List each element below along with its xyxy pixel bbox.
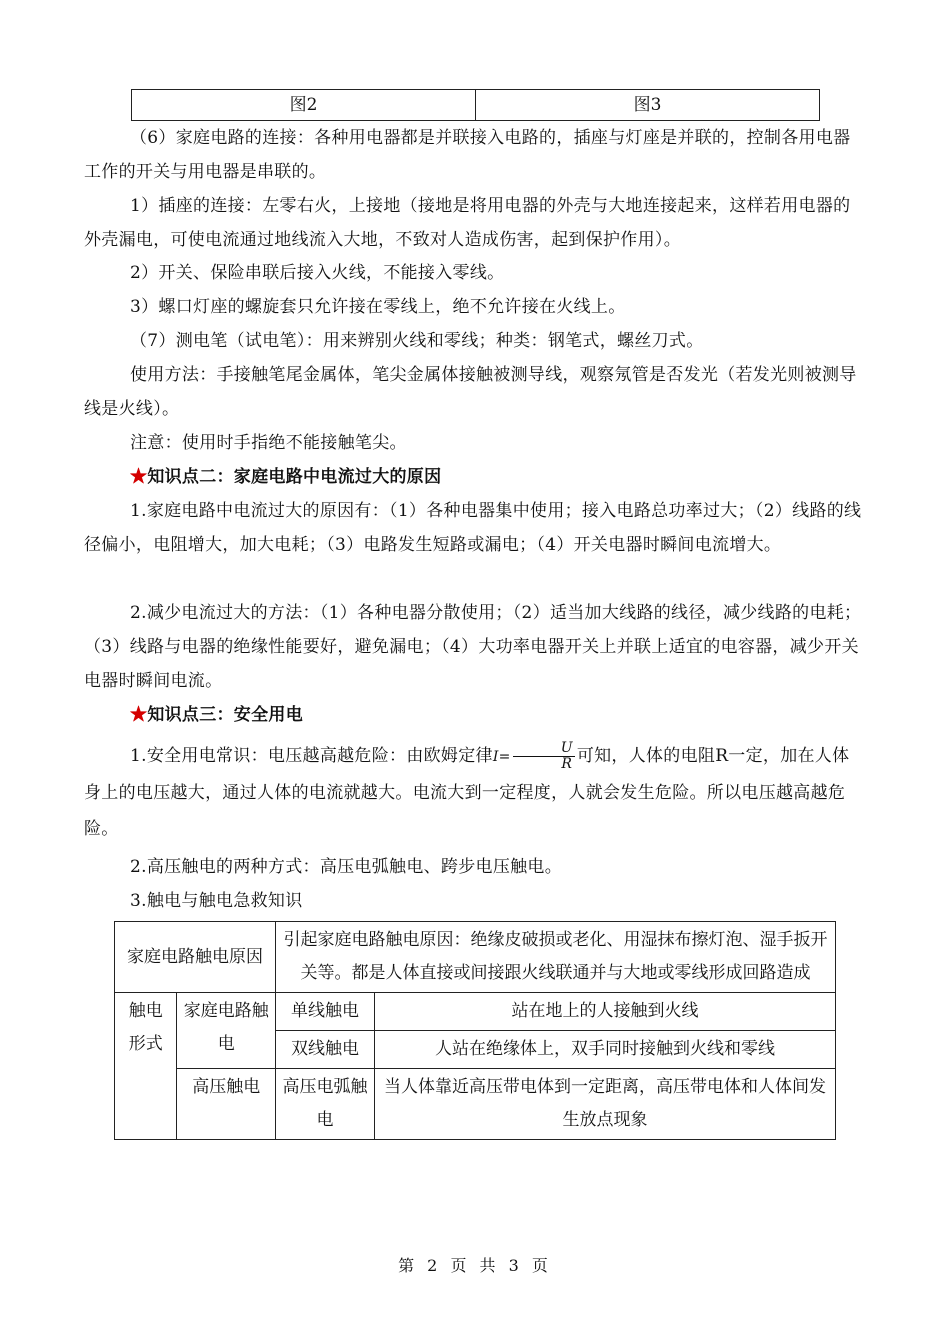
paragraph-test-pen: （7）测电笔（试电笔）：用来辨别火线和零线；种类：钢笔式，螺丝刀式。 (130, 331, 704, 351)
single-wire-label: 单线触电 (276, 993, 375, 1031)
section-3-item-1 (84, 738, 864, 847)
double-wire-label: 双线触电 (276, 1031, 375, 1069)
cause-label-cell: 家庭电路触电原因 (115, 922, 276, 993)
section-3-heading (84, 698, 864, 732)
section-3-item-3: 3.触电与触电急救知识 (130, 891, 303, 911)
section-2-title: 知识点二：家庭电路中电流过大的原因 (147, 467, 442, 487)
item-1-lead-text: 1.安全用电常识：电压越高越危险：由欧姆定律 (130, 746, 493, 766)
single-wire-text: 站在地上的人接触到火线 (375, 993, 836, 1031)
star-icon: ★ (130, 705, 148, 725)
paragraph-usage: 使用方法：手接触笔尾金属体，笔尖金属体接触被测导线，观察氖管是否发光（若发光则被测导线是火线）。 (84, 365, 857, 419)
section-2-item-1: 1.家庭电路中电流过大的原因有：（1）各种电器集中使用；接入电路总功率过大；（2）线路的线径偏小，电阻增大，加大电耗；（3）电路发生短路或漏电；（4）开关电器时瞬间电流增大。 (84, 501, 862, 555)
section-3-title: 知识点三：安全用电 (147, 705, 304, 725)
paragraph-socket-wiring: 1）插座的连接：左零右火，上接地（接地是将用电器的外壳与大地连接起来，这样若用电器的外壳漏电，可使电流通过地线流入大地，不致对人造成伤害，起到保护作用）。 (84, 196, 851, 250)
formula-lhs: I (492, 749, 499, 765)
item-1-rest-text: 可知，人体的电阻R一定，加在人体身上的电压越大，通过人体的电流就越大。电流大到一定程度，人就会发生危险。所以电压越高越危险。 (84, 746, 850, 839)
shock-table (114, 921, 836, 1140)
fraction-numerator: U (513, 741, 575, 757)
double-wire-text: 人站在绝缘体上，双手同时接触到火线和零线 (375, 1031, 836, 1069)
figure-label-table (131, 89, 820, 121)
cause-text-cell: 引起家庭电路触电原因：绝缘皮破损或老化、用湿抹布擦灯泡、湿手扳开关等。都是人体直接或间接跟火线联通并与大地或零线形成回路造成 (276, 922, 836, 993)
paragraph-household-wiring: （6）家庭电路的连接：各种用电器都是并联接入电路的，插座与灯座是并联的，控制各用电器工作的开关与用电器是串联的。 (84, 128, 851, 182)
forms-label-cell: 触电形式 (115, 993, 177, 1140)
paragraph-lamp-socket: 3）螺口灯座的螺旋套只允许接在零线上，绝不允许接在火线上。 (130, 297, 626, 317)
household-shock-cell: 家庭电路触电 (177, 993, 276, 1069)
high-voltage-shock-cell: 高压触电 (177, 1069, 276, 1140)
fraction-denominator: R (561, 756, 573, 772)
arc-shock-label: 高压电弧触电 (276, 1069, 375, 1140)
figure-3-label: 图3 (476, 90, 820, 121)
page-footer: 第 2 页 共 3 页 (398, 1256, 552, 1275)
section-3-item-2: 2.高压触电的两种方式：高压电弧触电、跨步电压触电。 (130, 857, 563, 877)
arc-shock-text: 当人体靠近高压带电体到一定距离，高压带电体和人体间发生放点现象 (375, 1069, 836, 1140)
star-icon: ★ (130, 467, 148, 487)
paragraph-switch-fuse: 2）开关、保险串联后接入火线，不能接入零线。 (130, 263, 505, 283)
figure-2-label: 图2 (132, 90, 476, 121)
section-2-item-2: 2.减少电流过大的方法：（1）各种电器分散使用；（2）适当加大线路的线径，减少线路的电耗；（3）线路与电器的绝缘性能要好，避免漏电；（4）大功率电器开关上并联上适宜的电容器，减少开关电器时瞬间电流。 (84, 603, 862, 691)
ohms-law-fraction (513, 741, 575, 772)
section-2-heading (84, 460, 864, 494)
paragraph-note: 注意：使用时手指绝不能接触笔尖。 (130, 433, 407, 453)
formula-equals: = (498, 749, 511, 765)
